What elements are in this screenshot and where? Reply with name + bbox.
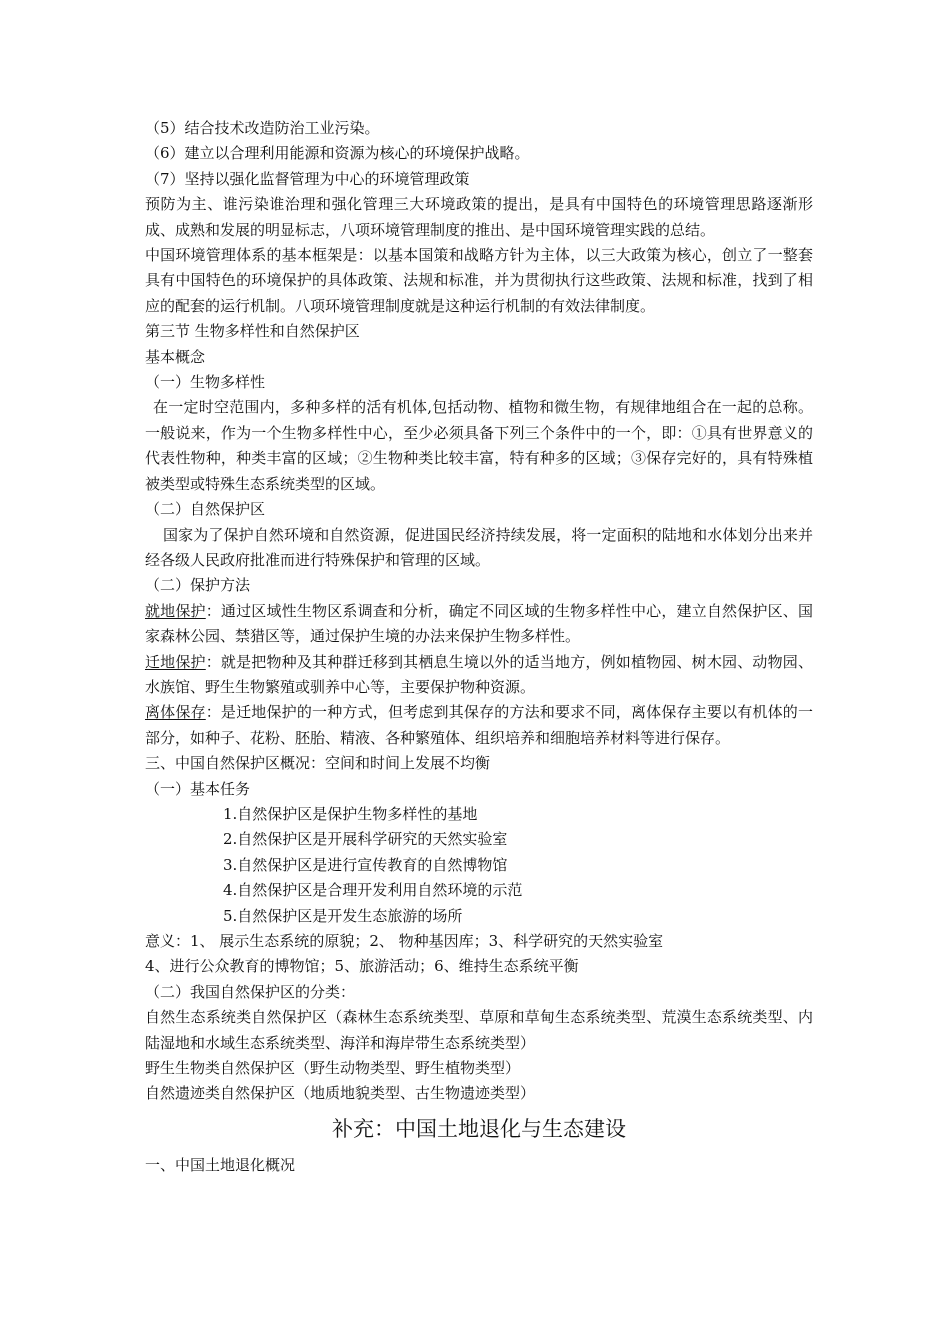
significance-line-2: 4、进行公众教育的博物馆；5、旅游活动；6、维持生态系统平衡 — [145, 957, 579, 976]
list-item: 1.自然保护区是保护生物多样性的基地 — [223, 804, 478, 823]
policy-paragraph: 预防为主、谁污染谁治理和强化管理三大环境政策的提出，是具有中国特色的环境管理思路逐渐形成、成熟和发展的明显标志，八项环境管理制度的推出、是中国环境管理实践的总结。 — [145, 195, 813, 239]
policy-item-5: （5）结合技术改造防治工业污染。 — [145, 119, 380, 137]
method-text: ：是迁地保护的一种方式，但考虑到其保存的方法和要求不同，离体保存主要以有机体的一部分，如种子、花粉、胚胎、精液、各种繁殖体、组织培养和细胞培养材料等进行保存。 — [145, 703, 813, 747]
reserve-heading: （二）自然保护区 — [145, 500, 266, 519]
list-item: 5.自然保护区是开发生态旅游的场所 — [223, 906, 463, 925]
class-ecosystem: 自然生态系统类自然保护区（森林生态系统类型、草原和草甸生态系统类型、荒漠生态系统类型、内陆湿地和水域生态系统类型、海洋和海岸带生态系统类型） — [145, 1008, 813, 1052]
method-ex-situ — [145, 650, 813, 701]
list-item: 2.自然保护区是开展科学研究的天然实验室 — [223, 830, 508, 849]
section-title: 第三节 生物多样性和自然保护区 — [145, 322, 360, 341]
policy-item-6: （6）建立以合理利用能源和资源为核心的环境保护战略。 — [145, 144, 530, 163]
method-text: ：就是把物种及其种群迁移到其栖息生境以外的适当地方，例如植物园、树木园、动物园、水族馆、野生生物繁殖或驯养中心等，主要保护物种资源。 — [145, 652, 813, 696]
policy-item-7: （7）坚持以强化监督管理为中心的环境管理政策 — [145, 169, 470, 188]
method-term: 离体保存 — [145, 703, 206, 722]
list-item: 4.自然保护区是合理开发利用自然环境的示范 — [223, 881, 523, 900]
method-heading: （二）保护方法 — [145, 576, 251, 595]
framework-paragraph: 中国环境管理体系的基本框架是：以基本国策和战略方针为主体，以三大政策为核心，创立了一整套具有中国特色的环境保护的具体政策、法规和标准，并为贯彻执行这些政策、法规和标准，找到了相应的配套的运行机制。八项环境管理制度就是这种运行机制的有效法律制度。 — [145, 246, 813, 315]
method-in-vitro — [145, 700, 813, 751]
significance-line-1: 意义：1、 展示生态系统的原貌；2、 物种基因库；3、科学研究的天然实验室 — [145, 932, 664, 950]
land-degradation-heading: 一、中国土地退化概况 — [145, 1155, 296, 1174]
class-relics: 自然遗迹类自然保护区（地质地貌类型、古生物遗迹类型） — [145, 1084, 536, 1103]
method-term: 迁地保护 — [145, 652, 206, 671]
document-page — [145, 116, 813, 1178]
tasks-list — [145, 802, 813, 929]
list-item: 3.自然保护区是进行宣传教育的自然博物馆 — [223, 855, 508, 874]
classification-heading: （二）我国自然保护区的分类： — [145, 982, 356, 1001]
supplement-title: 补充：中国土地退化与生态建设 — [332, 1116, 626, 1141]
class-wildlife: 野生生物类自然保护区（野生动物类型、野生植物类型） — [145, 1059, 521, 1078]
biodiversity-heading: （一）生物多样性 — [145, 373, 266, 392]
method-text: ：通过区域性生物区系调查和分析，确定不同区域的生物多样性中心，建立自然保护区、国家森林公园、禁猎区等，通过保护生境的办法来保护生物多样性。 — [145, 601, 813, 646]
tasks-heading: （一）基本任务 — [145, 779, 251, 798]
method-term: 就地保护 — [145, 601, 206, 620]
biodiversity-text: 在一定时空范围内，多种多样的活有机体,包括动物、植物和微生物，有规律地组合在一起的总称。一般说来，作为一个生物多样性中心，至少必须具备下列三个条件中的一个，即：①具有世界意义的代表性物种，种类丰富的区域；②生物种类比较丰富，特有种多的区域；③保存完好的，具有特殊植被类型或特殊生态系统类型的区域。 — [145, 398, 813, 493]
method-in-situ — [145, 599, 813, 650]
overview-heading: 三、中国自然保护区概况：空间和时间上发展不均衡 — [145, 754, 491, 773]
reserve-text: 国家为了保护自然环境和自然资源，促进国民经济持续发展，将一定面积的陆地和水体划分出来并经各级人民政府批准而进行特殊保护和管理的区域。 — [145, 525, 813, 569]
basic-concepts-heading: 基本概念 — [145, 347, 206, 366]
